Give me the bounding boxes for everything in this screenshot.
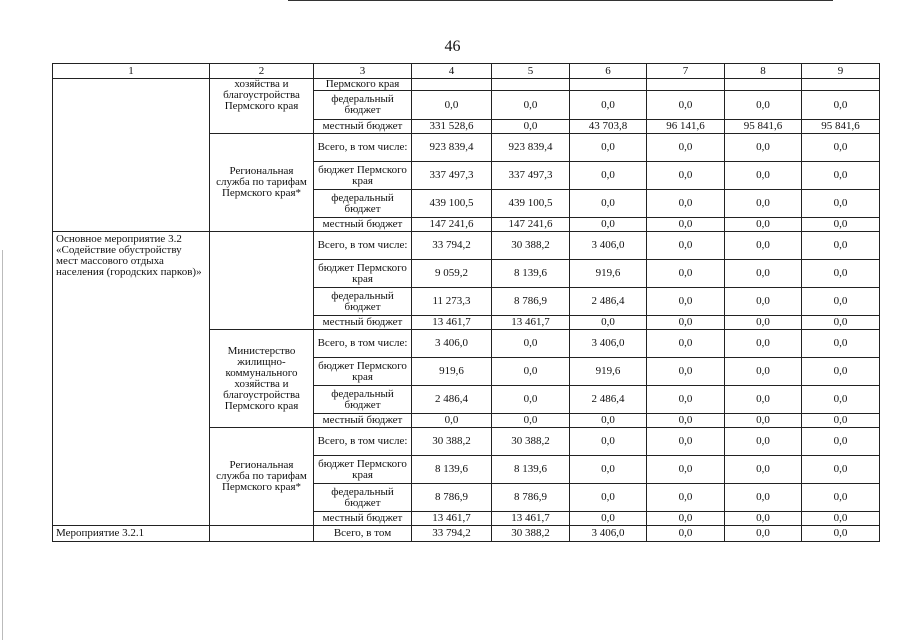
amount-cell: 0,0 (725, 260, 802, 288)
amount-cell: 0,0 (725, 162, 802, 190)
amount-cell: 0,0 (802, 484, 880, 512)
amount-cell: 0,0 (802, 428, 880, 456)
activity-cell (53, 79, 210, 232)
amount-cell: 0,0 (725, 484, 802, 512)
amount-cell: 0,0 (647, 190, 725, 218)
amount-cell: 0,0 (647, 218, 725, 232)
amount-cell: 96 141,6 (647, 120, 725, 134)
amount-cell: 439 100,5 (412, 190, 492, 218)
total-row (53, 232, 880, 260)
amount-cell: 331 528,6 (412, 120, 492, 134)
amount-cell (492, 79, 570, 91)
amount-cell: 0,0 (647, 330, 725, 358)
amount-cell: 3 406,0 (412, 330, 492, 358)
amount-cell (725, 79, 802, 91)
amount-cell: 0,0 (725, 232, 802, 260)
amount-cell: 43 703,8 (570, 120, 647, 134)
amount-cell: 0,0 (492, 414, 570, 428)
amount-cell: 0,0 (725, 358, 802, 386)
amount-cell: 0,0 (570, 190, 647, 218)
responsible-executor-cell (210, 232, 314, 330)
amount-cell: 0,0 (412, 414, 492, 428)
amount-cell: 0,0 (647, 428, 725, 456)
column-number-row (53, 64, 880, 79)
amount-cell: 919,6 (412, 358, 492, 386)
amount-cell: 0,0 (802, 162, 880, 190)
funding-source-cell: Всего, в том числе: (314, 134, 412, 162)
amount-cell: 0,0 (492, 358, 570, 386)
column-number: 4 (412, 64, 492, 79)
amount-cell: 0,0 (647, 162, 725, 190)
amount-cell: 0,0 (725, 414, 802, 428)
funding-source-cell: бюджет Пермского края (314, 358, 412, 386)
amount-cell: 0,0 (570, 91, 647, 120)
amount-cell: 0,0 (725, 512, 802, 526)
amount-cell: 923 839,4 (412, 134, 492, 162)
amount-cell: 0,0 (492, 330, 570, 358)
amount-cell: 0,0 (570, 512, 647, 526)
amount-cell: 0,0 (570, 428, 647, 456)
amount-cell: 2 486,4 (570, 288, 647, 316)
amount-cell: 33 794,2 (412, 232, 492, 260)
column-number: 1 (53, 64, 210, 79)
amount-cell: 0,0 (725, 190, 802, 218)
funding-source-cell: местный бюджет (314, 120, 412, 134)
amount-cell: 33 794,2 (412, 526, 492, 542)
funding-source-cell: федеральный бюджет (314, 91, 412, 120)
responsible-executor-cell: Региональная служба по тарифам Пермского края* (210, 428, 314, 526)
amount-cell: 0,0 (492, 120, 570, 134)
amount-cell: 11 273,3 (412, 288, 492, 316)
funding-source-cell: Всего, в том (314, 526, 412, 542)
amount-cell: 8 786,9 (412, 484, 492, 512)
amount-cell: 13 461,7 (492, 316, 570, 330)
budget-table (52, 63, 880, 542)
amount-cell: 30 388,2 (492, 428, 570, 456)
amount-cell: 0,0 (802, 358, 880, 386)
activity-cell: Мероприятие 3.2.1 (53, 526, 210, 542)
amount-cell: 30 388,2 (492, 232, 570, 260)
amount-cell: 0,0 (802, 91, 880, 120)
amount-cell: 8 139,6 (492, 260, 570, 288)
funding-source-cell: Пермского края (314, 79, 412, 91)
amount-cell: 0,0 (802, 260, 880, 288)
amount-cell: 0,0 (647, 484, 725, 512)
amount-cell: 0,0 (802, 414, 880, 428)
amount-cell: 9 059,2 (412, 260, 492, 288)
amount-cell: 439 100,5 (492, 190, 570, 218)
amount-cell: 0,0 (647, 526, 725, 542)
amount-cell: 0,0 (647, 91, 725, 120)
amount-cell: 0,0 (647, 316, 725, 330)
funding-source-cell: местный бюджет (314, 218, 412, 232)
amount-cell: 0,0 (802, 526, 880, 542)
total-row (53, 526, 880, 542)
amount-cell: 0,0 (802, 232, 880, 260)
column-number: 7 (647, 64, 725, 79)
amount-cell (647, 79, 725, 91)
amount-cell: 0,0 (647, 386, 725, 414)
amount-cell: 0,0 (802, 190, 880, 218)
responsible-executor-cell (210, 526, 314, 542)
funding-source-cell: местный бюджет (314, 316, 412, 330)
amount-cell: 0,0 (802, 134, 880, 162)
amount-cell: 3 406,0 (570, 232, 647, 260)
amount-cell: 2 486,4 (412, 386, 492, 414)
funding-source-cell: Всего, в том числе: (314, 330, 412, 358)
amount-cell: 13 461,7 (412, 512, 492, 526)
amount-cell: 0,0 (492, 386, 570, 414)
activity-cell: Основное мероприятие 3.2 «Содействие обустройству мест массового отдыха населения (городских парков)» (53, 232, 210, 526)
responsible-executor-cell: хозяйства и благоустройства Пермского края (210, 79, 314, 134)
funding-source-cell: местный бюджет (314, 512, 412, 526)
funding-source-cell: Всего, в том числе: (314, 428, 412, 456)
funding-source-cell: бюджет Пермского края (314, 456, 412, 484)
amount-cell: 0,0 (802, 330, 880, 358)
amount-cell: 30 388,2 (492, 526, 570, 542)
amount-cell: 0,0 (725, 316, 802, 330)
amount-cell: 0,0 (725, 330, 802, 358)
amount-cell: 337 497,3 (492, 162, 570, 190)
amount-cell: 0,0 (570, 414, 647, 428)
amount-cell: 0,0 (647, 358, 725, 386)
amount-cell: 95 841,6 (725, 120, 802, 134)
column-number: 9 (802, 64, 880, 79)
funding-source-cell: федеральный бюджет (314, 288, 412, 316)
funding-source-cell: бюджет Пермского края (314, 260, 412, 288)
amount-cell: 30 388,2 (412, 428, 492, 456)
top-rule (288, 0, 833, 1)
amount-cell: 923 839,4 (492, 134, 570, 162)
amount-cell: 0,0 (647, 288, 725, 316)
amount-cell: 147 241,6 (412, 218, 492, 232)
amount-cell: 0,0 (647, 260, 725, 288)
amount-cell (570, 79, 647, 91)
amount-cell: 0,0 (412, 91, 492, 120)
amount-cell: 0,0 (725, 386, 802, 414)
funding-source-cell: федеральный бюджет (314, 484, 412, 512)
funding-source-cell: Всего, в том числе: (314, 232, 412, 260)
amount-cell: 0,0 (725, 218, 802, 232)
amount-cell: 0,0 (802, 456, 880, 484)
amount-cell: 0,0 (570, 134, 647, 162)
amount-cell: 3 406,0 (570, 526, 647, 542)
responsible-executor-cell: Министерство жилищно-коммунального хозяйства и благоустройства Пермского края (210, 330, 314, 428)
amount-cell (412, 79, 492, 91)
amount-cell: 0,0 (647, 456, 725, 484)
column-number: 5 (492, 64, 570, 79)
amount-cell: 919,6 (570, 358, 647, 386)
amount-cell: 919,6 (570, 260, 647, 288)
amount-cell: 0,0 (725, 134, 802, 162)
amount-cell: 0,0 (802, 316, 880, 330)
amount-cell: 0,0 (725, 91, 802, 120)
amount-cell: 0,0 (647, 414, 725, 428)
amount-cell: 0,0 (647, 134, 725, 162)
amount-cell: 8 139,6 (412, 456, 492, 484)
column-number: 8 (725, 64, 802, 79)
amount-cell: 13 461,7 (492, 512, 570, 526)
amount-cell: 95 841,6 (802, 120, 880, 134)
page-number: 46 (444, 38, 461, 55)
funding-source-cell: федеральный бюджет (314, 190, 412, 218)
amount-cell: 8 139,6 (492, 456, 570, 484)
amount-cell: 337 497,3 (412, 162, 492, 190)
amount-cell: 0,0 (802, 218, 880, 232)
amount-cell: 3 406,0 (570, 330, 647, 358)
amount-cell: 0,0 (802, 288, 880, 316)
table-row (53, 79, 880, 91)
amount-cell: 0,0 (570, 218, 647, 232)
amount-cell: 147 241,6 (492, 218, 570, 232)
column-number: 3 (314, 64, 412, 79)
amount-cell: 0,0 (570, 162, 647, 190)
amount-cell: 0,0 (802, 386, 880, 414)
column-number: 6 (570, 64, 647, 79)
funding-source-cell: федеральный бюджет (314, 386, 412, 414)
amount-cell: 8 786,9 (492, 288, 570, 316)
amount-cell: 0,0 (725, 428, 802, 456)
amount-cell: 0,0 (725, 288, 802, 316)
amount-cell: 0,0 (570, 484, 647, 512)
amount-cell: 0,0 (647, 232, 725, 260)
amount-cell (802, 79, 880, 91)
amount-cell: 0,0 (725, 456, 802, 484)
column-number: 2 (210, 64, 314, 79)
amount-cell: 0,0 (802, 512, 880, 526)
amount-cell: 0,0 (570, 456, 647, 484)
amount-cell: 0,0 (647, 512, 725, 526)
amount-cell: 0,0 (492, 91, 570, 120)
funding-source-cell: бюджет Пермского края (314, 162, 412, 190)
funding-source-cell: местный бюджет (314, 414, 412, 428)
responsible-executor-cell: Региональная служба по тарифам Пермского края* (210, 134, 314, 232)
scan-edge-mark (2, 250, 3, 640)
amount-cell: 0,0 (570, 316, 647, 330)
amount-cell: 2 486,4 (570, 386, 647, 414)
amount-cell: 8 786,9 (492, 484, 570, 512)
amount-cell: 0,0 (725, 526, 802, 542)
amount-cell: 13 461,7 (412, 316, 492, 330)
